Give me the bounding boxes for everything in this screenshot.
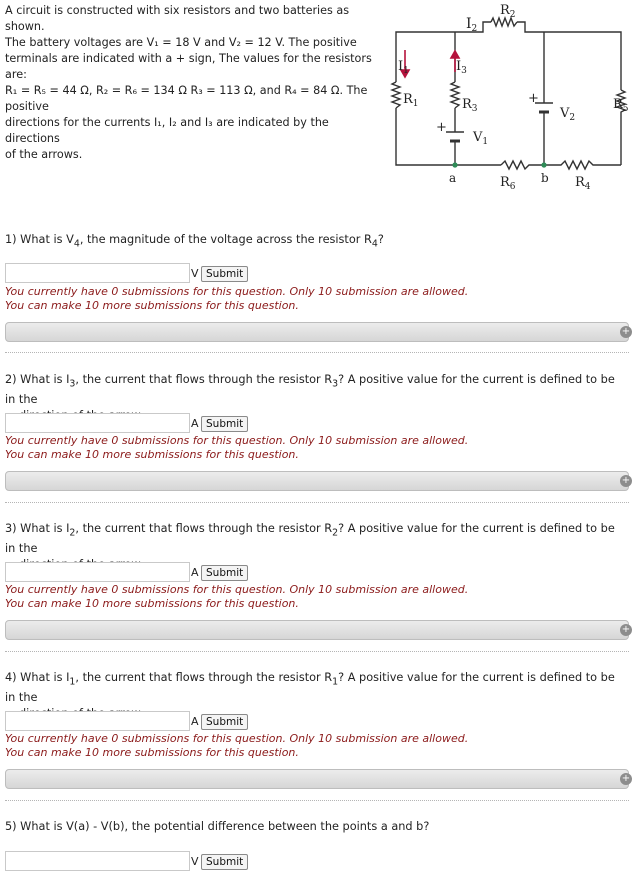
label-v2: V — [560, 106, 570, 121]
question-1-expand-bar[interactable] — [5, 322, 629, 342]
circuit-diagram — [383, 0, 629, 195]
question-2-submit-button[interactable]: Submit — [201, 416, 248, 432]
label-r4-sub: 4 — [584, 182, 591, 192]
expand-icon[interactable]: + — [621, 475, 631, 486]
intro-line: terminals are indicated with a + sign, The values for the resistors are: — [5, 52, 372, 81]
question-4-submit-button[interactable]: Submit — [201, 714, 248, 730]
label-i2: I — [466, 16, 472, 32]
svg-text:I2 — [466, 16, 477, 34]
label-r5: R — [613, 97, 623, 112]
question-4-answer-input[interactable] — [5, 711, 190, 731]
question-3-answer-input[interactable] — [5, 562, 190, 582]
svg-text:R2 — [500, 3, 516, 20]
question-2-submissions-remaining: You can make 10 more submissions for this question. — [5, 448, 299, 461]
svg-text:R4 — [575, 175, 591, 192]
label-i2-sub: 2 — [471, 24, 478, 34]
divider — [5, 502, 629, 503]
expand-icon[interactable]: + — [621, 773, 631, 784]
problem-statement — [5, 3, 383, 163]
resistor-r1 — [392, 82, 400, 108]
intro-line: directions for the currents I₁, I₂ and I₃ are indicated by the directions — [5, 116, 329, 145]
label-i1-sub: 1 — [403, 66, 409, 76]
question-5-unit: V — [191, 855, 199, 868]
label-r1-sub: 1 — [412, 99, 419, 109]
label-r4: R — [575, 175, 585, 190]
svg-text:V1 — [472, 130, 488, 147]
question-3-submissions-remaining: You can make 10 more submissions for this question. — [5, 597, 299, 610]
question-3-text: 3) What is $I_2$, the current that flows through the resistor $R_2$? A positive value for the current is defined to be in the — [5, 522, 615, 556]
question-1-submission-count: You currently have 0 submissions for this question. Only 10 submission are allowed. — [5, 285, 469, 298]
svg-text:I1 — [398, 59, 409, 76]
intro-line: of the arrows. — [5, 148, 83, 161]
question-5-answer-input[interactable] — [5, 851, 190, 871]
node-a — [452, 162, 457, 167]
question-3-unit: A — [191, 566, 199, 579]
svg-text:I3 — [456, 59, 467, 76]
node-b — [541, 162, 546, 167]
question-3-submit-button[interactable]: Submit — [201, 565, 248, 581]
question-3-expand-bar[interactable] — [5, 620, 629, 640]
label-i1: I — [398, 59, 404, 74]
label-b: b — [541, 171, 549, 185]
label-r3-sub: 3 — [471, 104, 478, 114]
question-2-text: 2) What is $I_3$, the current that flows through the resistor $R_3$? A positive value for the current is defined to be in the — [5, 373, 615, 407]
question-4-submission-count: You currently have 0 submissions for this question. Only 10 submission are allowed. — [5, 732, 469, 745]
question-5-submit-button[interactable]: Submit — [201, 854, 248, 870]
label-r1: R — [403, 92, 413, 107]
label-v1-sub: 1 — [482, 137, 489, 147]
divider — [5, 800, 629, 801]
label-v1: V — [473, 130, 483, 145]
intro-line: R₁ = R₅ = 44 Ω, R₂ = R₆ = 134 Ω R₃ = 113 Ω, and R₄ = 84 Ω. The positive — [5, 84, 368, 113]
label-r2: R — [500, 3, 510, 18]
question-4-text: 4) What is $I_1$, the current that flows through the resistor $R_1$? A positive value for the current is defined to be in the — [5, 671, 615, 705]
label-r2-sub: 2 — [509, 10, 516, 20]
label-a: a — [449, 171, 457, 185]
question-1-text: 1) What is $V_4$, the magnitude of the voltage across the resistor $R_4$? — [5, 233, 384, 250]
question-3-submission-count: You currently have 0 submissions for this question. Only 10 submission are allowed. — [5, 583, 469, 596]
label-r6-sub: 6 — [509, 182, 516, 192]
question-2-expand-bar[interactable] — [5, 471, 629, 491]
svg-text:R6 — [500, 175, 516, 192]
label-plus-v2: + — [528, 91, 539, 106]
expand-icon[interactable]: + — [621, 326, 631, 337]
question-1-answer-input[interactable] — [5, 263, 190, 283]
current-arrowhead-i3 — [451, 51, 459, 58]
question-1-unit: V — [191, 267, 199, 280]
question-1-submissions-remaining: You can make 10 more submissions for this question. — [5, 299, 299, 312]
label-i3: I — [456, 59, 462, 74]
label-i3-sub: 3 — [461, 66, 467, 76]
question-2-submission-count: You currently have 0 submissions for this question. Only 10 submission are allowed. — [5, 434, 469, 447]
question-2-answer-input[interactable] — [5, 413, 190, 433]
question-4-submissions-remaining: You can make 10 more submissions for this question. — [5, 746, 299, 759]
divider — [5, 352, 629, 353]
question-5-text: 5) What is V(a) - V(b), the potential difference between the points a and b? — [5, 820, 430, 833]
question-2-unit: A — [191, 417, 199, 430]
resistor-r3 — [451, 82, 459, 108]
expand-icon[interactable]: + — [621, 624, 631, 635]
label-r5-sub: 5 — [622, 104, 629, 114]
svg-text:R1 — [403, 92, 419, 109]
circuit-wires — [392, 18, 625, 169]
question-1-submit-button[interactable]: Submit — [201, 266, 248, 282]
label-r3: R — [462, 97, 472, 112]
svg-text:R5 — [613, 97, 629, 114]
label-v2-sub: 2 — [569, 113, 576, 123]
question-4-unit: A — [191, 715, 199, 728]
svg-text:R3 — [462, 97, 478, 114]
intro-line: A circuit is constructed with six resistors and two batteries as shown. — [5, 4, 350, 33]
label-r6: R — [500, 175, 510, 190]
divider — [5, 651, 629, 652]
svg-text:V2 — [559, 106, 575, 123]
question-4-expand-bar[interactable] — [5, 769, 629, 789]
intro-line: The battery voltages are V₁ = 18 V and V₂ = 12 V. The positive — [5, 36, 357, 49]
label-plus-v1: + — [436, 120, 447, 135]
